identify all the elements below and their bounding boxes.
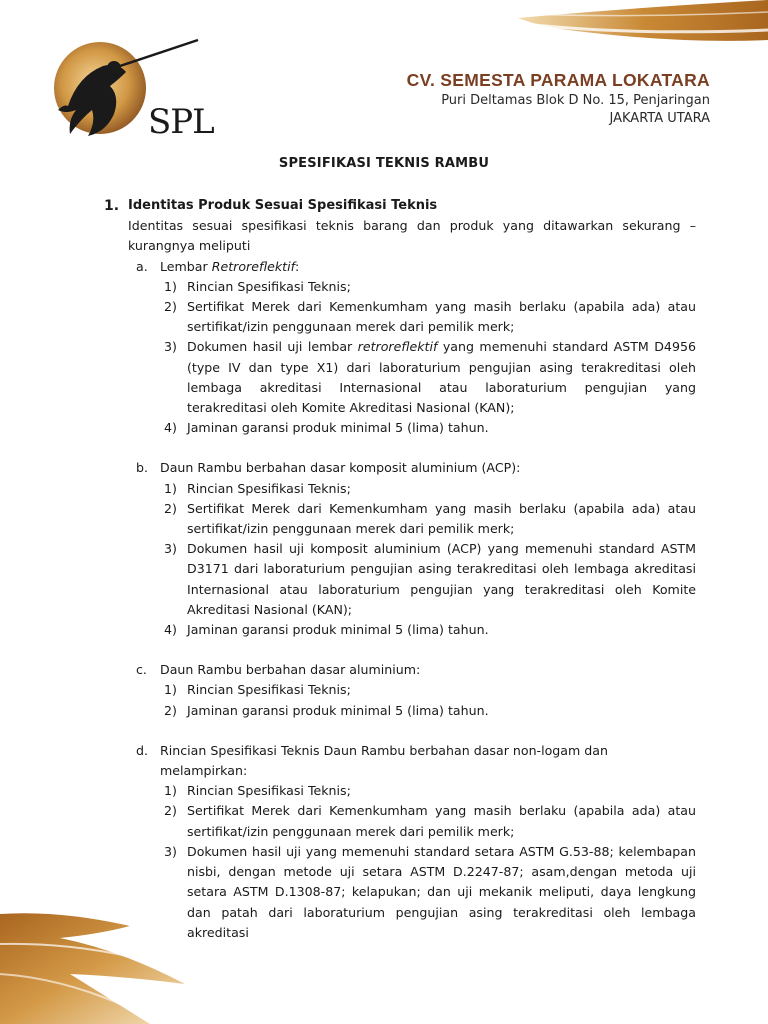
list-item	[0, 418, 768, 438]
list-item-text: Rincian Spesifikasi Teknis;	[187, 480, 351, 496]
list-item-number: 3)	[164, 541, 177, 557]
section-heading-text: Identitas Produk Sesuai Spesifikasi Teknis	[128, 198, 438, 213]
header-swoosh-decoration	[508, 0, 768, 50]
section-heading	[0, 196, 768, 216]
list-item	[0, 701, 768, 721]
list-item-number: 3)	[164, 843, 177, 859]
list-item-text: Dokumen hasil uji lembar	[187, 339, 358, 355]
subsection-label-end: :	[295, 258, 300, 274]
list-item-text: Sertifikat Merek dari Kemenkumham yang masih berlaku (apabila ada) atau sertifikat/izin penggunaan merek dari pemilik merk;	[187, 803, 696, 839]
subsection-label: Daun Rambu berbahan dasar aluminium:	[160, 662, 421, 678]
section-intro: Identitas sesuai spesifikasi teknis barang dan produk yang ditawarkan sekurang – kurangnya meliputi	[128, 218, 696, 254]
subsection-label: Rincian Spesifikasi Teknis Daun Rambu berbahan dasar non-logam dan melampirkan:	[160, 742, 608, 779]
list-item-text: Rincian Spesifikasi Teknis;	[187, 783, 351, 799]
company-header	[407, 70, 710, 127]
address-line-1: Puri Deltamas Blok D No. 15, Penjaringan	[441, 93, 710, 108]
list-item	[0, 337, 768, 418]
list-item	[0, 620, 768, 640]
list-item-number: 1)	[164, 783, 177, 799]
list-item-text: Sertifikat Merek dari Kemenkumham yang masih berlaku (apabila ada) atau sertifikat/izin penggunaan merek dari pemilik merk;	[187, 299, 696, 335]
document-body	[0, 196, 768, 943]
subsection-heading	[0, 257, 768, 277]
section-number: 1.	[104, 198, 120, 214]
subsection-heading	[0, 458, 768, 478]
subsection-b	[0, 458, 768, 640]
list-item-text: Rincian Spesifikasi Teknis;	[187, 278, 351, 294]
list-item-number: 2)	[164, 803, 177, 819]
list-item-number: 4)	[164, 622, 177, 638]
subsection-c	[0, 660, 768, 721]
subsection-letter: b.	[136, 460, 148, 476]
subsection-heading	[0, 660, 768, 680]
list-item	[0, 297, 768, 337]
list-item-text: yang memenuhi standard ASTM D4956 (type IV dan type X1) dari laboraturium pengujian asing terakreditasi oleh lembaga akreditasi Internasional atau laboraturium pengujian yang terakreditasi oleh Komite Akreditasi Nasional (KAN);	[187, 339, 696, 416]
subsection-heading	[0, 741, 768, 781]
address-line-2: JAKARTA UTARA	[609, 111, 710, 126]
subsection-label-italic: Retroreflektif	[211, 258, 296, 274]
list-item	[0, 479, 768, 499]
list-item	[0, 801, 768, 841]
list-item-number: 2)	[164, 299, 177, 315]
list-item-number: 1)	[164, 480, 177, 496]
list-item-number: 2)	[164, 500, 177, 516]
company-name: CV. SEMESTA PARAMA LOKATARA	[406, 70, 710, 90]
list-item-number: 1)	[164, 682, 177, 698]
list-item-number: 4)	[164, 420, 177, 436]
subsection-letter: d.	[136, 742, 148, 758]
subsection-label: Lembar	[160, 258, 212, 274]
list-item-text: Dokumen hasil uji yang memenuhi standard setara ASTM G.53-88; kelembapan nisbi, dengan metode uji setara ASTM D.2247-87; asam,dengan metoda uji setara ASTM D.1308-87; kelapukan; dan uji mekanik meliputi, daya lengkung dan patah dari laboraturium pengujian asing terakreditasi oleh lembaga akreditasi	[187, 843, 696, 940]
list-item-number: 3)	[164, 339, 177, 355]
list-item-text: Jaminan garansi produk minimal 5 (lima) tahun.	[187, 622, 489, 638]
list-item	[0, 680, 768, 700]
footer-swoosh-decoration	[0, 904, 200, 1024]
list-item-text: Rincian Spesifikasi Teknis;	[187, 682, 351, 698]
subsection-label: Daun Rambu berbahan dasar komposit aluminium (ACP):	[160, 460, 521, 476]
list-item	[0, 539, 768, 620]
list-item-text: Sertifikat Merek dari Kemenkumham yang masih berlaku (apabila ada) atau sertifikat/izin penggunaan merek dari pemilik merk;	[187, 500, 696, 537]
subsection-letter: a.	[136, 258, 148, 274]
list-item-number: 2)	[164, 702, 177, 718]
list-item-text-italic: retroreflektif	[357, 339, 438, 355]
list-item-number: 1)	[164, 278, 177, 294]
list-item-text: Dokumen hasil uji komposit aluminium (ACP) yang memenuhi standard ASTM D3171 dari laboraturium pengujian asing terakreditasi oleh lembaga akreditasi Internasional atau laboraturium pengujian yang terakreditasi oleh Komite Akreditasi Nasional (KAN);	[187, 541, 696, 617]
list-item	[0, 277, 768, 297]
document-title: SPESIFIKASI TEKNIS RAMBU	[278, 156, 490, 171]
list-item	[0, 781, 768, 801]
subsection-a	[0, 257, 768, 439]
logo-text: SPL	[148, 102, 214, 142]
list-item-text: Jaminan garansi produk minimal 5 (lima) tahun.	[187, 702, 489, 718]
list-item	[0, 499, 768, 539]
list-item-text: Jaminan garansi produk minimal 5 (lima) tahun.	[187, 420, 489, 436]
subsection-letter: c.	[136, 662, 147, 678]
